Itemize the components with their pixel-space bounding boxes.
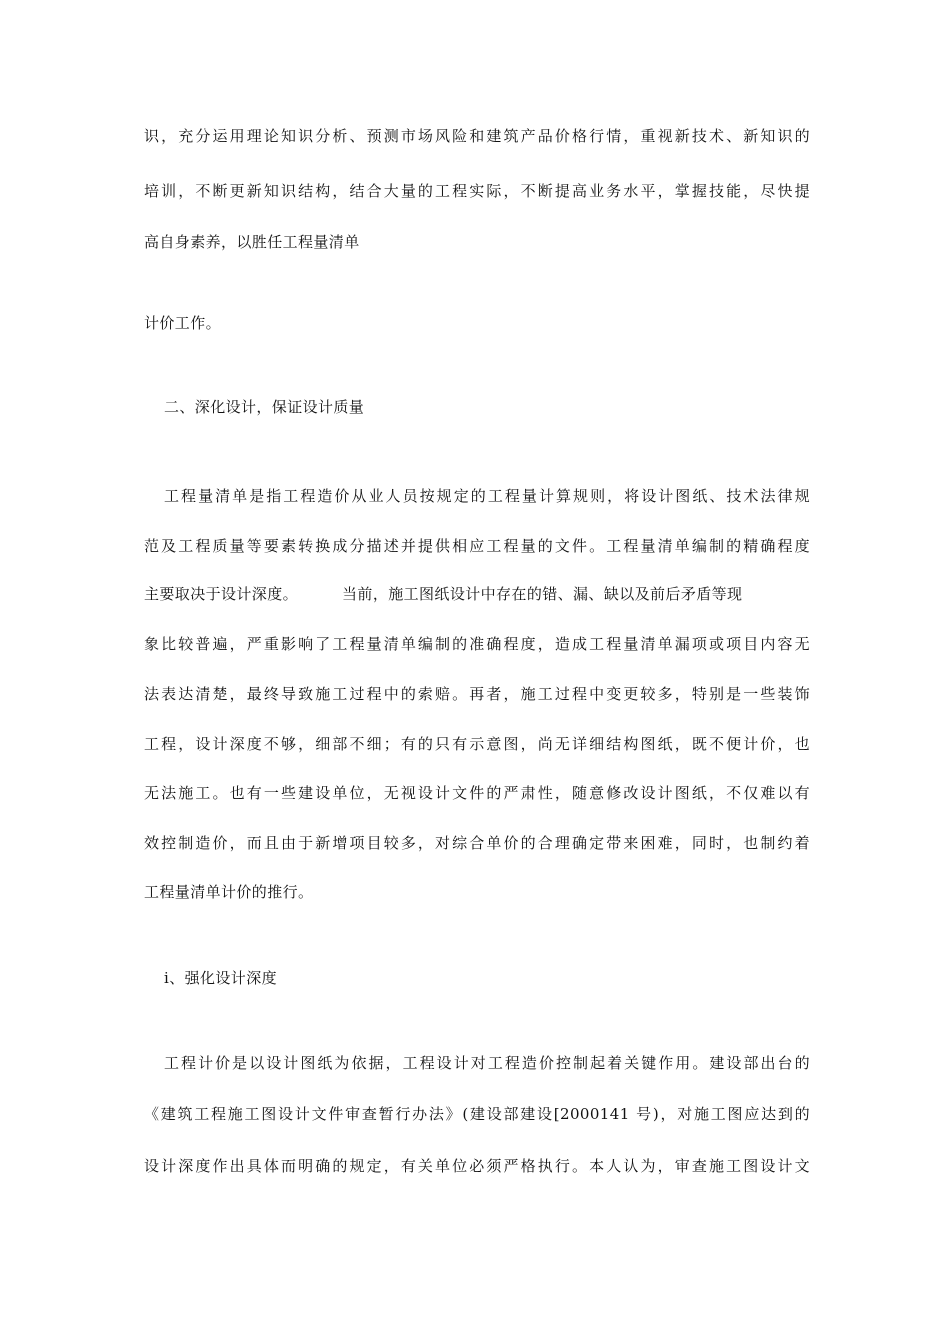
para1-line-3: 高自身素养，以胜任工程量清单 xyxy=(144,233,360,251)
para1-line-2: 培训，不断更新知识结构，结合大量的工程实际，不断提高业务水平，掌握技能，尽快提 xyxy=(144,182,810,200)
para3-line-2: 《建筑工程施工图设计文件审查暂行办法》(建设部建设[2000141 号)，对施工图应达到的 xyxy=(144,1105,810,1123)
para3-line-1: 工程计价是以设计图纸为依据，工程设计对工程造价控制起着关键作用。建设部出台的 xyxy=(164,1054,810,1072)
para2-line-6: 工程，设计深度不够，细部不细；有的只有示意图，尚无详细结构图纸，既不便计价，也 xyxy=(144,735,810,753)
subsection-heading-i: i、强化设计深度 xyxy=(164,969,277,987)
section-heading-2: 二、深化设计，保证设计质量 xyxy=(164,398,365,416)
para2-line-1: 工程量清单是指工程造价从业人员按规定的工程量计算规则，将设计图纸、技术法律规 xyxy=(164,487,810,505)
para2-line-3a: 主要取决于设计深度。 xyxy=(144,585,299,603)
para2-line-7: 无法施工。也有一些建设单位，无视设计文件的严肃性，随意修改设计图纸，不仅难以有 xyxy=(144,784,810,802)
para1-line-1: 识，充分运用理论知识分析、预测市场风险和建筑产品价格行情，重视新技术、新知识的 xyxy=(144,127,810,145)
para1-tail: 计价工作。 xyxy=(144,314,222,332)
para2-line-3b: 当前，施工图纸设计中存在的错、漏、缺以及前后矛盾等现 xyxy=(342,585,743,603)
para2-line-9: 工程量清单计价的推行。 xyxy=(144,883,314,901)
para2-line-8: 效控制造价，而且由于新增项目较多，对综合单价的合理确定带来困难，同时，也制约着 xyxy=(144,834,810,852)
para2-line-3 xyxy=(144,584,810,604)
para3-line-3: 设计深度作出具体而明确的规定，有关单位必须严格执行。本人认为，审查施工图设计文 xyxy=(144,1157,810,1175)
para2-line-4: 象比较普遍，严重影响了工程量清单编制的准确程度，造成工程量清单漏项或项目内容无 xyxy=(144,635,810,653)
para2-line-2: 范及工程质量等要素转换成分描述并提供相应工程量的文件。工程量清单编制的精确程度 xyxy=(144,537,810,555)
para2-line-5: 法表达清楚，最终导致施工过程中的索赔。再者，施工过程中变更较多，特别是一些装饰 xyxy=(144,685,810,703)
